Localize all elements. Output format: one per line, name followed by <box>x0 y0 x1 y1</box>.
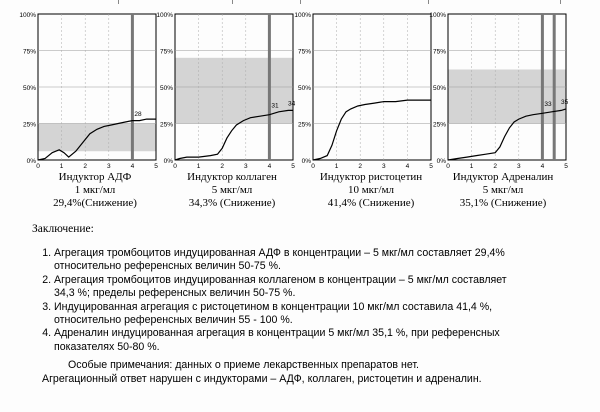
collagen-xtick-3: 3 <box>243 163 248 170</box>
caption-ristocetin-result: 41,4% (Снижение) <box>327 197 415 209</box>
adrenaline-marker-line-2 <box>553 14 556 160</box>
collagen-xtick-5: 5 <box>291 163 295 170</box>
adrenaline-marker-line <box>541 14 544 160</box>
caption-collagen-result: 34,3% (Снижение) <box>188 197 276 209</box>
caption-adrenaline-dose: 5 мкг/мл <box>482 184 524 196</box>
finding-adrenaline <box>54 327 600 354</box>
adp-reference-band <box>38 124 156 152</box>
adp-ytick-2: 50% <box>22 85 36 92</box>
ristocetin-aggregation-curve <box>313 100 431 160</box>
collagen-ytick-3: 75% <box>159 48 173 56</box>
finding-ristocetin-line2: относительно референсных величин 55 - 100 %. <box>54 314 293 327</box>
adrenaline-ytick-3: 75% <box>432 48 446 56</box>
adp-xtick-5: 5 <box>154 163 158 170</box>
adp-ytick-3: 75% <box>22 48 36 56</box>
adrenaline-xtick-0: 0 <box>446 163 450 170</box>
collagen-ytick-1: 25% <box>159 121 173 129</box>
caption-adp-title: Индуктор АДФ <box>58 171 132 183</box>
ristocetin-xtick-0: 0 <box>311 163 315 170</box>
caption-collagen-dose: 5 мкг/мл <box>211 184 253 196</box>
collagen-reference-band <box>175 58 293 124</box>
adp-marker-line <box>131 14 134 160</box>
collagen-xtick-0: 0 <box>173 163 177 170</box>
ristocetin-xtick-1: 1 <box>334 163 339 170</box>
adrenaline-ytick-2: 50% <box>432 85 446 92</box>
caption-collagen <box>157 171 307 210</box>
ristocetin-xtick-2: 2 <box>358 163 363 170</box>
adp-xtick-4: 4 <box>130 163 135 170</box>
adrenaline-xtick-4: 4 <box>540 163 545 170</box>
finding-adp-line1: Агрегация тромбоцитов индуцированная АДФ в концентрации – 5 мкг/мл составляет 29,4% <box>54 247 505 259</box>
aggregation-charts <box>0 12 600 172</box>
adrenaline-ytick-0: 0% <box>436 158 446 165</box>
adp-xtick-0: 0 <box>36 163 40 170</box>
collagen-ytick-4: 100% <box>156 12 173 19</box>
adrenaline-xtick-3: 3 <box>516 163 521 170</box>
caption-adp-result: 29,4%(Снижение) <box>53 197 137 209</box>
ristocetin-ytick-1: 25% <box>297 121 311 129</box>
finding-collagen-line2: 34,3 %; пределы референсных величин 50-75 %. <box>54 287 296 300</box>
collagen-ytick-0: 0% <box>163 158 173 165</box>
special-notes: Особые примечания: данных о приеме лекарственных препаратов нет. <box>68 359 419 371</box>
finding-adp-line2: относительно референсных величин 50-75 %. <box>54 260 281 273</box>
collagen-marker-line <box>268 14 271 160</box>
adp-ytick-1: 25% <box>22 121 36 129</box>
caption-adp-dose: 1 мкг/мл <box>74 184 116 196</box>
finding-collagen-line1: Агрегация тромбоцитов индуцированная коллагеном в концентрации – 5 мкг/мл составляет <box>54 273 507 286</box>
finding-ristocetin-line1: Индуцированная агрегация с ристоцетином в концентрации 10 мкг/мл составила 41,4 %, <box>54 300 493 313</box>
caption-adrenaline-title: Индуктор Адреналин <box>452 171 554 183</box>
summary: Агрегационный ответ нарушен с индукторами – АДФ, коллаген, ристоцетин и адреналин. <box>42 373 482 385</box>
findings-list <box>20 247 600 354</box>
caption-ristocetin-dose: 10 мкг/мл <box>347 184 395 196</box>
adp-value-label: 28 <box>134 111 142 119</box>
adrenaline-value-label: 33 <box>544 100 552 108</box>
ristocetin-xtick-5: 5 <box>429 163 433 170</box>
finding-adrenaline-line1: Адреналин индуцированная агрегация в концентрации 5 мкг/мл 35,1 %, при референсных <box>54 327 500 340</box>
ristocetin-ytick-0: 0% <box>301 158 311 165</box>
adrenaline-xtick-1: 1 <box>469 163 474 170</box>
caption-adrenaline-result: 35,1% (Снижение) <box>459 197 547 209</box>
collagen-xtick-4: 4 <box>267 163 272 170</box>
adp-xtick-2: 2 <box>83 163 88 170</box>
ristocetin-xtick-3: 3 <box>381 163 386 170</box>
ristocetin-xtick-4: 4 <box>405 163 410 170</box>
caption-adp <box>20 171 170 210</box>
ristocetin-ytick-3: 75% <box>297 48 311 56</box>
adrenaline-xtick-2: 2 <box>493 163 498 170</box>
adrenaline-value-label-2: 35 <box>561 98 569 106</box>
caption-ristocetin <box>296 171 446 210</box>
adrenaline-xtick-5: 5 <box>564 163 568 170</box>
adp-ytick-0: 0% <box>26 158 36 165</box>
adrenaline-ytick-4: 100% <box>429 12 446 19</box>
collagen-ytick-2: 50% <box>159 85 173 92</box>
collagen-xtick-2: 2 <box>220 163 225 170</box>
table-top-border <box>0 0 600 5</box>
finding-collagen <box>54 274 600 301</box>
adrenaline-reference-band <box>448 69 566 123</box>
collagen-value-label-2: 34 <box>288 100 296 108</box>
caption-collagen-title: Индуктор коллаген <box>187 171 277 183</box>
finding-adrenaline-line2: показателях 50-80 %. <box>54 340 160 353</box>
adp-xtick-1: 1 <box>59 163 64 170</box>
caption-ristocetin-title: Индуктор ристоцетин <box>319 171 423 183</box>
adrenaline-ytick-1: 25% <box>432 121 446 129</box>
caption-adrenaline <box>428 171 578 210</box>
conclusion-title: Заключение: <box>32 223 94 235</box>
finding-adp <box>54 247 600 274</box>
ristocetin-ytick-2: 50% <box>297 85 311 92</box>
ristocetin-ytick-4: 100% <box>294 12 311 19</box>
adp-ytick-4: 100% <box>19 12 36 19</box>
adp-xtick-3: 3 <box>106 163 111 170</box>
collagen-xtick-1: 1 <box>196 163 201 170</box>
finding-ristocetin <box>54 301 600 328</box>
collagen-value-label: 31 <box>271 102 279 110</box>
